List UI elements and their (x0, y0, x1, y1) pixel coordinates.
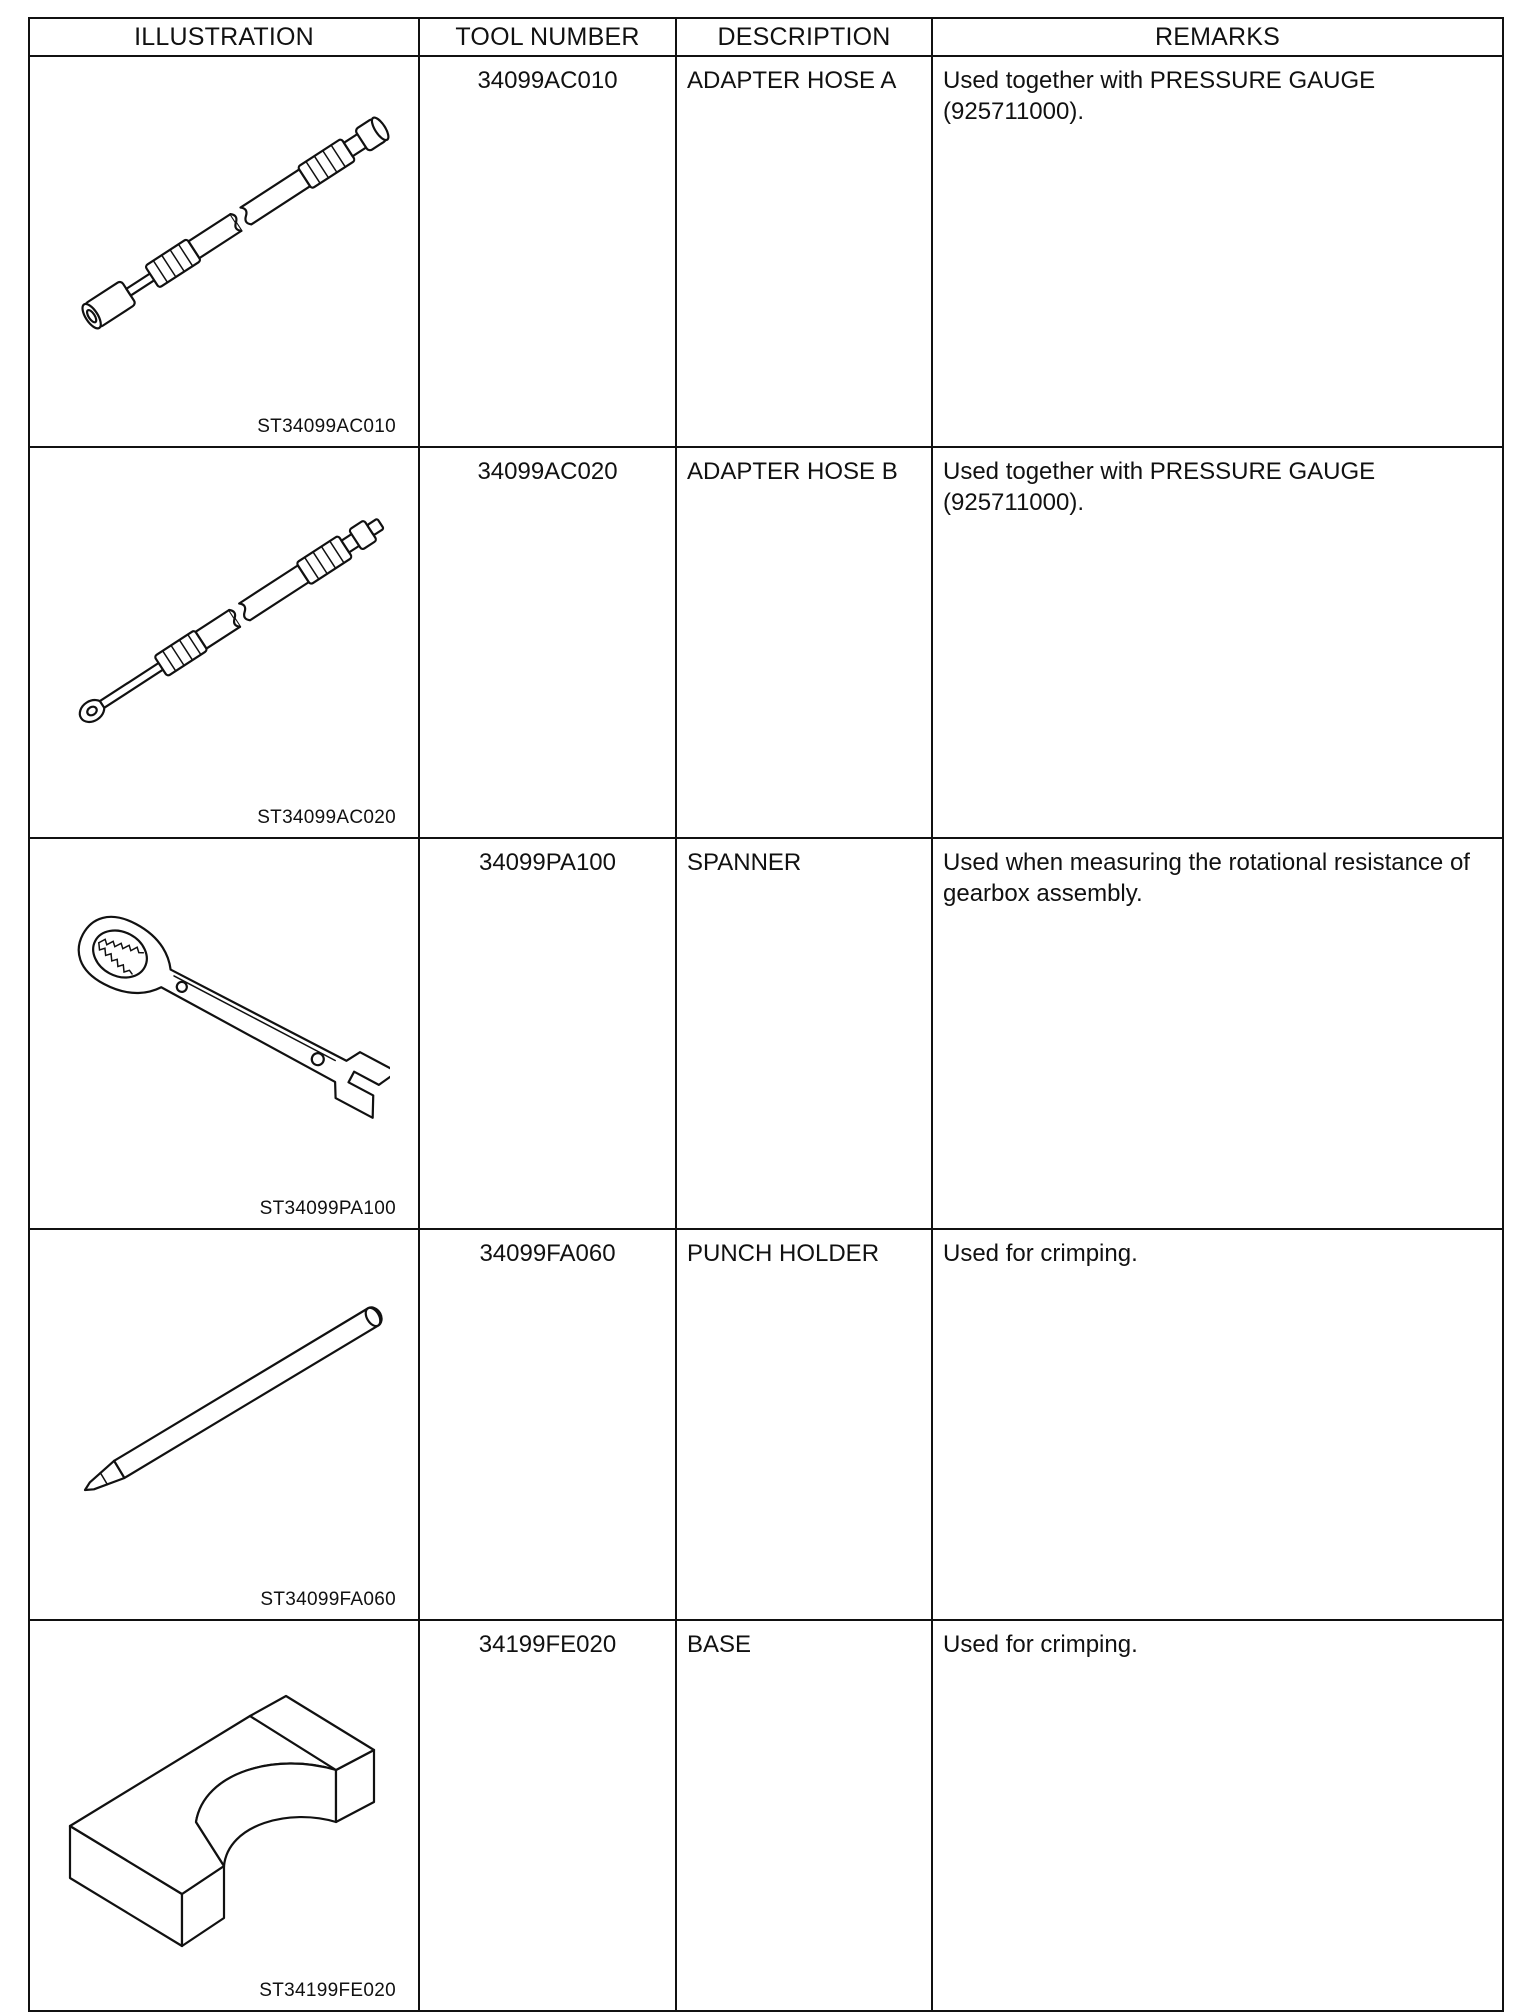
table-row (29, 1229, 1503, 1620)
illustration-code: ST34199FE020 (259, 1980, 396, 2001)
illustration-cell (29, 447, 419, 838)
illustration-cell (29, 1620, 419, 2011)
illustration-code: ST34099AC020 (257, 807, 396, 828)
remarks-cell: Used for crimping. (932, 1229, 1503, 1620)
description-cell (676, 56, 932, 447)
description: PUNCH HOLDER (687, 1240, 880, 1267)
illustration-code: ST34099PA100 (259, 1198, 396, 1219)
tool-number-cell (419, 1620, 676, 2011)
tool-number: 34099AC010 (477, 67, 618, 94)
table-row (29, 1620, 1503, 2011)
remarks-cell: Used together with PRESSURE GAUGE (925711000). (932, 447, 1503, 838)
header-illustration: ILLUSTRATION (29, 18, 419, 56)
description-cell (676, 1620, 932, 2011)
remarks-cell: Used when measuring the rotational resistance of gearbox assembly. (932, 838, 1503, 1229)
adapter-hose-a-illustration (50, 82, 390, 392)
remarks-cell: Used for crimping. (932, 1620, 1503, 2011)
illustration-cell (29, 838, 419, 1229)
illustration-cell (29, 1229, 419, 1620)
header-description: DESCRIPTION (676, 18, 932, 56)
description: SPANNER (687, 849, 802, 876)
tool-number: 34099AC020 (477, 458, 618, 485)
punch-holder-illustration (50, 1255, 390, 1565)
tool-number-cell (419, 1229, 676, 1620)
header-tool-number: TOOL NUMBER (419, 18, 676, 56)
description: BASE (687, 1631, 752, 1658)
header-remarks: REMARKS (932, 18, 1503, 56)
description: ADAPTER HOSE A (687, 67, 897, 94)
tool-number-cell (419, 838, 676, 1229)
tool-number: 34099FA060 (479, 1240, 616, 1267)
tool-number: 34099PA100 (478, 849, 616, 876)
spanner-illustration (50, 864, 390, 1174)
table-header-row (29, 18, 1503, 56)
tool-number: 34199FE020 (478, 1631, 617, 1658)
description: ADAPTER HOSE B (687, 458, 898, 485)
base-block-illustration (50, 1646, 390, 1956)
table-row (29, 447, 1503, 838)
description-cell (676, 1229, 932, 1620)
description-cell (676, 838, 932, 1229)
table-row (29, 56, 1503, 447)
illustration-cell (29, 56, 419, 447)
illustration-code: ST34099FA060 (260, 1589, 396, 1610)
remarks-cell: Used together with PRESSURE GAUGE (925711000). (932, 56, 1503, 447)
description-cell (676, 447, 932, 838)
special-tools-table (28, 17, 1504, 2012)
adapter-hose-b-illustration (50, 473, 390, 783)
tool-number-cell (419, 447, 676, 838)
illustration-code: ST34099AC010 (257, 416, 396, 437)
tool-number-cell (419, 56, 676, 447)
table-row (29, 838, 1503, 1229)
